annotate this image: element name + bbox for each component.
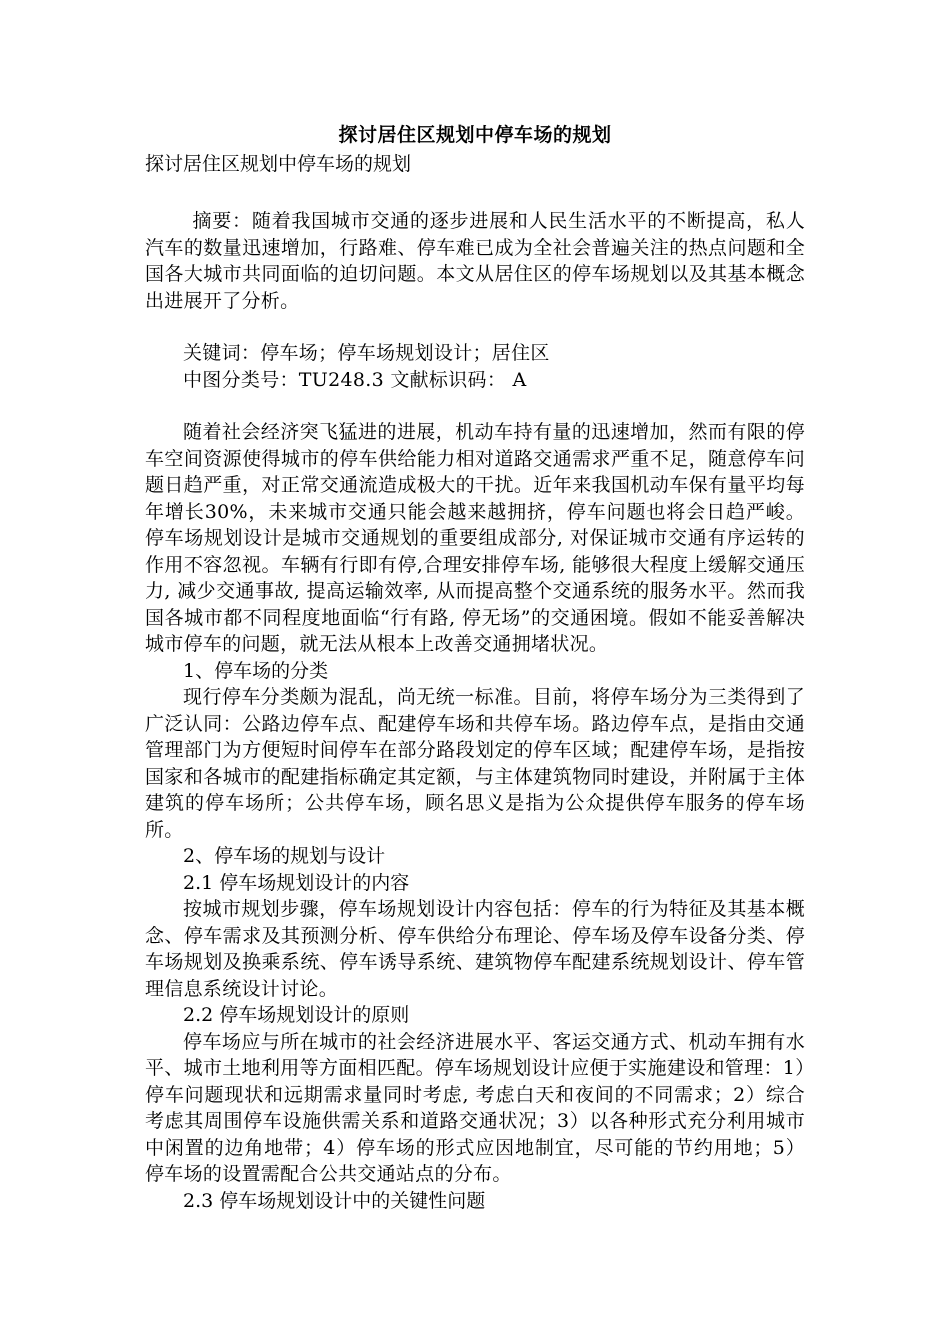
section-2-2-paragraph: 停车场应与所在城市的社会经济进展水平、客运交通方式、机动车拥有水平、城市土地利用等方面相匹配。停车场规划设计应便于实施建设和管理：1）停车问题现状和远期需求量同时考虑, 考虑白天和夜间的不同需求；2）综合考虑其周围停车设施供需关系和道路交通状况；3）以各种形式充分利用城市中闲置的边角地带；4）停车场的形式应因地制宜，尽可能的节约用地；5）停车场的设置需配合公共交通站点的分布。 [145,1030,805,1185]
section-2-3-heading: 2.3 停车场规划设计中的关键性问题 [183,1189,486,1212]
section-1-paragraph: 现行停车分类颇为混乱，尚无统一标准。目前，将停车场分为三类得到了广泛认同：公路边停车点、配建停车场和共停车场。路边停车点，是指由交通管理部门为方便短时间停车在部分路段划定的停车区域；配建停车场，是指按国家和各城市的配建指标确定其定额，与主体建筑物同时建设，并附属于主体建筑的停车场所；公共停车场，顾名思义是指为公众提供停车服务的停车场所。 [145,686,805,841]
intro-paragraph: 随着社会经济突飞猛进的进展，机动车持有量的迅速增加，然而有限的停车空间资源使得城市的停车供给能力相对道路交通需求严重不足，随意停车问题日趋严重，对正常交通流造成极大的干扰。近年来我国机动车保有量平均每年增长30%，未来城市交通只能会越来越拥挤，停车问题也将会日趋严峻。停车场规划设计是城市交通规划的重要组成部分, 对保证城市交通有序运转的作用不容忽视。车辆有行即有停,合理安排停车场, 能够很大程度上缓解交通压力, 减少交通事故, 提高运输效率, 从而提高整个交通系统的服务水平。然而我国各城市都不同程度地面临“行有路, 停无场”的交通困境。假如不能妥善解决城市停车的问题，就无法从根本上改善交通拥堵状况。 [145,421,805,655]
keywords-line: 关键词：停车场；停车场规划设计；居住区 [183,342,550,364]
classification-line: 中图分类号：TU248.3 文献标识码： A [183,368,527,391]
section-1-heading: 1、停车场的分类 [183,659,329,682]
section-2-1-heading: 2.1 停车场规划设计的内容 [183,871,410,894]
section-2-1-paragraph: 按城市规划步骤，停车场规划设计内容包括：停车的行为特征及其基本概念、停车需求及其预测分析、停车供给分布理论、停车场及停车设备分类、停车场规划及换乘系统、停车诱导系统、建筑物停车配建系统规划设计、停车管理信息系统设计讨论。 [145,898,805,1000]
document-subtitle: 探讨居住区规划中停车场的规划 [145,153,412,175]
abstract-paragraph: 摘要：随着我国城市交通的逐步进展和人民生活水平的不断提高，私人汽车的数量迅速增加，行路难、停车难已成为全社会普遍关注的热点问题和全国各大城市共同面临的迫切问题。本文从居住区的停车场规划以及其基本概念出进展开了分析。 [145,210,805,312]
section-2-2-heading: 2.2 停车场规划设计的原则 [183,1004,410,1026]
document-page [145,120,805,1214]
document-title: 探讨居住区规划中停车场的规划 [338,124,612,146]
section-2-heading: 2、停车场的规划与设计 [183,845,386,867]
